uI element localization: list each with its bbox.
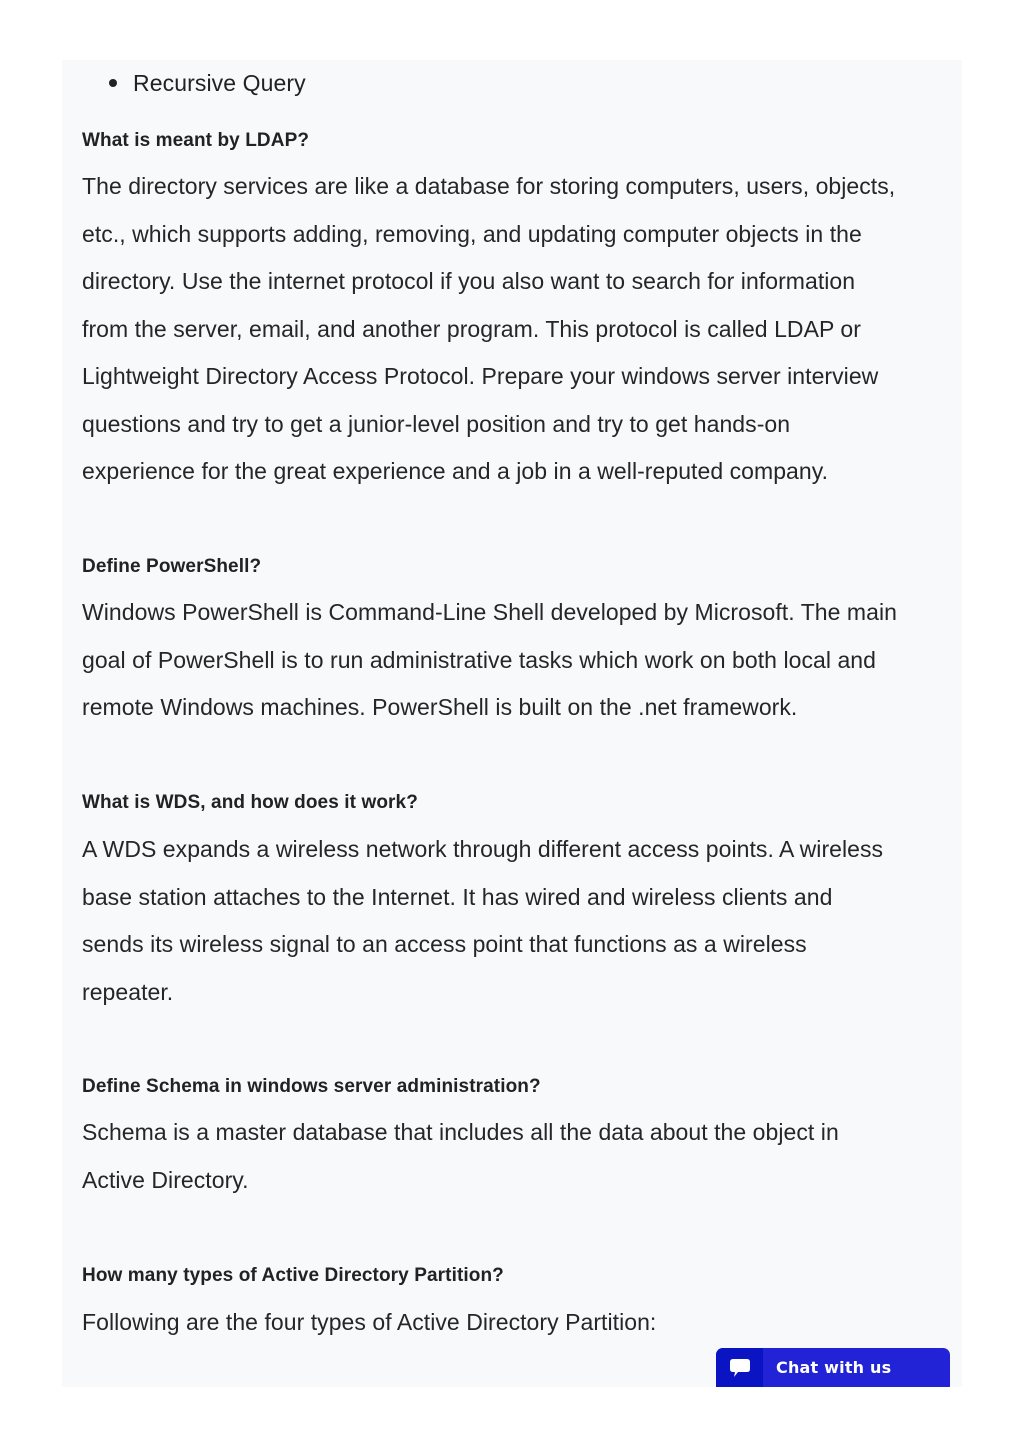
question-heading-powershell: Define PowerShell? (82, 556, 262, 577)
answer-line: questions and try to get a junior-level position and try to get hands-on (82, 410, 791, 437)
answer-schema (82, 1109, 839, 1204)
answer-line: from the server, email, and another program. This protocol is called LDAP or (82, 315, 861, 342)
answer-line: experience for the great experience and a job in a well-reputed company. (82, 458, 829, 484)
article-content-panel (62, 60, 962, 1387)
answer-wds (82, 826, 883, 1016)
answer-powershell (82, 589, 897, 732)
answer-line: A WDS expands a wireless network through different access points. A wireless (82, 836, 884, 862)
answer-line: The directory services are like a database for storing computers, users, objects, (82, 173, 896, 199)
question-heading-wds: What is WDS, and how does it work? (82, 792, 418, 813)
answer-line: repeater. (82, 978, 174, 1005)
answer-line: directory. Use the internet protocol if you also want to search for information (82, 268, 856, 294)
answer-line: Windows PowerShell is Command-Line Shell developed by Microsoft. The main (82, 599, 897, 625)
question-heading-schema: Define Schema in windows server administration? (82, 1076, 541, 1097)
chat-with-us-button[interactable] (716, 1348, 950, 1387)
answer-ldap (82, 163, 895, 496)
question-heading-ad-partition: How many types of Active Directory Partition? (82, 1265, 504, 1286)
answer-line: Lightweight Directory Access Protocol. Prepare your windows server interview (82, 363, 879, 389)
chat-icon-container[interactable] (716, 1348, 763, 1387)
bullet-item-label: Recursive Query (133, 70, 306, 96)
answer-line: etc., which supports adding, removing, and updating computer objects in the (82, 220, 862, 247)
chat-with-us-label[interactable]: Chat with us (776, 1358, 892, 1377)
answer-line: Active Directory. (82, 1166, 249, 1193)
answer-line: goal of PowerShell is to run administrative tasks which work on both local and (82, 646, 876, 673)
answer-line: Following are the four types of Active Directory Partition: (82, 1309, 657, 1335)
question-heading-ldap: What is meant by LDAP? (82, 130, 310, 151)
answer-line: remote Windows machines. PowerShell is built on the .net framework. (82, 694, 798, 720)
answer-line: sends its wireless signal to an access point that functions as a wireless (82, 931, 807, 957)
answer-ad-partition (82, 1299, 656, 1347)
speech-bubble-icon (729, 1357, 751, 1379)
answer-line: base station attaches to the Internet. It has wired and wireless clients and (82, 883, 833, 910)
answer-line: Schema is a master database that includes all the data about the object in (82, 1119, 839, 1145)
bullet-dot-icon (109, 79, 117, 87)
bullet-item (133, 68, 306, 98)
